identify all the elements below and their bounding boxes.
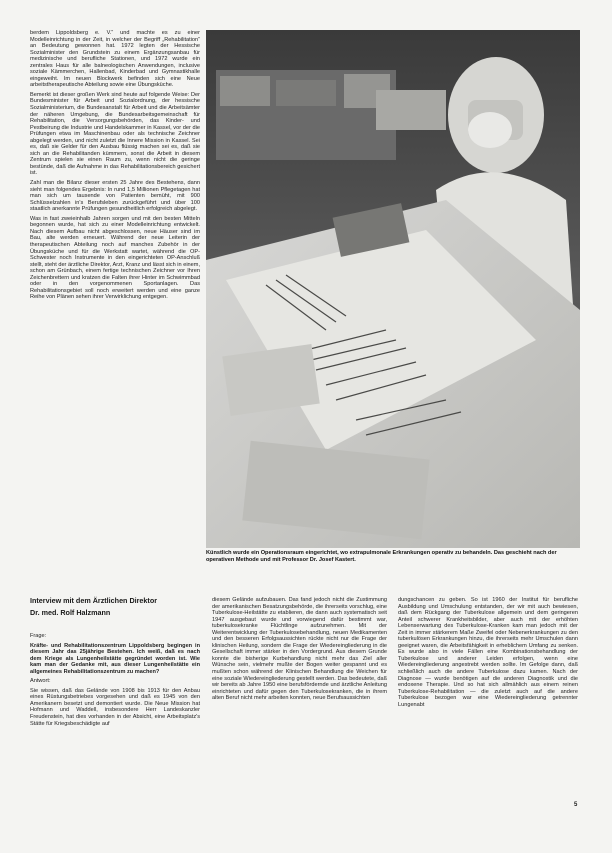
question-label: Frage:	[30, 633, 47, 639]
photo-caption: Künstlich wurde ein Operationsraum eingerichtet, wo extrapulmonale Erkrankungen operativ zu behandeln. Das geschieht nach der operativen Methode und mit Professor Dr. Josef Kastert.	[206, 550, 557, 563]
interview-subtitle: Dr. med. Rolf Halzmann	[30, 608, 111, 617]
photo-illustration	[206, 30, 580, 548]
paragraph: berdem Lippoldsberg e. V.“ und machte es zu einer Modelleinrichtung in der Zeit, in welcher der Begriff „Rehabilitation“ an Bedeutung gewonnen hat. 1972 legten der Hessische Sozialminister den Grundstein zu einem Ergänzungsanbau für medizinische und berufliche Stationen, und 1972 wurde ein zentrales Haus für alle balneologischen Anwendungen, inclusive soziale Kämmerchen, Hallenbad, Kinderbad und Gymnastikhalle eingeweiht. Im neuen Blockwerk befinden sich eine Neue arbeitstherapeutische Abteilung sowie eine Übungsküche.	[30, 30, 200, 89]
paragraph: Bemerkt ist dieser großen Werk sind heute auf folgende Weise: Der Bundesminister für Arbeit und Sozialordnung, der hessische Sozialministerium, die Bundesanstalt für Arbeit und die Arbeitsämter der näheren Umgebung, die Bundesarbeitsgemeinschaft für Rehabilitation, die Versorgungsbehörden, das Kinder- und Pestbeirung die Industrie und Handelskammer in Kassel, vor der die Prüfungen etwa im Maschinenbau oder als technische Zeichner abgelegt werden, und nicht zuletzt die Innere Mission in Kassel. Sei es, daß sie Gelder für den Ausbau flüssig machen sei es, daß sie sich an die Rehabilitanden kümmern, sonst die Arbeit in diesem Zentrum spielen sie einen Raum zu, wenn nicht die geringe bestünde, daß die Aufnahme in das Rehabilitationsbereich gesichert ist.	[30, 91, 200, 177]
answer-label: Antwort:	[30, 678, 51, 685]
answer-text-right: dungschancen zu geben. So ist 1960 der Institut für berufliche Ausbildung und Umschulung entstanden, der wir mit auch bewiesen, daß dem Rückgang der Tuberkulose allgemein und dem geringeren Anteil schwerer Krankheitsbilder, aber auch mit der erhöhten Lebenserwartung des Tuberkulose-Kranken kam man jedoch mit der Zeit in immer stärkerem Maße Zweifel oder Nebenerkrankungen zu den tuberkulösen Erkrankungen hinzu, die ihrerseits mehr Umschulen dann geeignet waren, die Arbeitsfähigkeit in erheblichem Umfang zu senken. Es wurde also in viele Fällen eine Kombinationsbehandlung der Tuberkulose und anderer Leiden erfolgen, wenn eine Wiedereingliederung angestrebt werden sollte. Im Gefolge dann, daß schließlich auch die andere Tuberkulose dazu kamen. Nach der Diagnose — wurde benötigen auf die anderen Diagnostik und die endoxene Therapie. Und so hat sich allmählich aus einem reinen Tuberkulose-Rehabilitation — die zuletzt auch auf die andere Tuberkulose bezogen war eine Wiedereingliederung getrennter Lungenabt	[398, 597, 578, 708]
answer-text-middle: diesem Gelände aufzubauen. Das fand jedoch nicht die Zustimmung der amerikanischen Besatzungsbehörde, die ihrerseits vorschlug, eine Tuberkulose-Heilstätte zu etablieren, die dann auch systematisch seit 1947 ausgebaut wurde und vorwiegend dafür bestimmt war, tuberkulosekranke Flüchtlinge aufzunehmen. Mit der Weiterentwicklung der Tuberkulosebehandlung, neuen Medikamenten und den besseren Erfolgsaussichten rückte nicht nur die Frage der klinischen Heilung, sondern die Frage der Wiedereingliederung in die Gesellschaft immer stärker in den Vordergrund. Aus diesem Grunde konnte die bisherige Kurbehandlung nicht mehr das Ziel aller Wünsche sein, vielmehr mußte der Bogen weiter gespannt und es mußten schon während der Klinischen Behandlung die Weichen für eine soziale Wiedereingliederung gestellt werden. Das bedeutete, daß wir bereits ab Jahre 1950 eine berufsfördernde und ärztliche Anleitung einrichteten und dafür gegen den Tuberkulosekranken, die in ihrem alten Beruf nicht mehr arbeiten konnten, neue Berufsaussichten	[212, 597, 387, 702]
answer-text-left: Sie wissen, daß das Gelände von 1908 bis 1913 für den Anbau eines Rüstungsbetriebes vorgesehen und daß es 1945 von den Amerikanern besetzt und demontiert wurde. Die Neue Mission hat Hofmann und Waddell, insbesondere Herr Landeskanzler Freudenstein, hat dies vorhanden in der Absicht, eine Arbeitsplatz's Stätte für Kriegsbeschädigte auf	[30, 687, 200, 727]
operating-room-photo	[206, 30, 580, 548]
interview-column-middle	[212, 597, 387, 705]
interview-column-right	[398, 597, 578, 711]
interview-column-left	[30, 633, 200, 730]
question-text: Kräfte- und Rehabilitationszentrum Lippoldsberg begingen in diesem Jahr das 25jährige Bestehen. Ich weiß, daß es nach dem Kriege als Lungenheilstätte gegründet worden ist. Wie kam man der Gedanke mit, aus dieser Lungenheilstätte ein allgemeines Rehabilitationszentrum zu machen?	[30, 642, 200, 675]
interview-title: Interview mit dem Ärztlichen Direktor	[30, 596, 158, 605]
article-column-top-left	[30, 30, 200, 304]
interview-heading	[30, 595, 205, 619]
page-number: 5	[574, 802, 578, 808]
paragraph: Zahl man die Bilanz dieser ersten 25 Jahre des Bestehens, dann sieht man folgendes Ergebnis: In rund 1,5 Millionen Pflegetagen hat man sich um tausende von Patienten bemüht, mit 900 Schlüsselzahlen in's Berufsleben zurückgeführt und über 100 staatlich anerkannte Prüfungen gesundheitlich erfolgreich abgelegt.	[30, 180, 200, 213]
paragraph: Was in fast zweieinhalb Jahren sorgen und mit den besten Mitteln begonnen wurde, hat sich zu einer Modelleinrichtung entwickelt. Nach diesem Aufbau nicht abgeschlossen, neue Häuser sind im Bau, alte werden erneuert. Während der neue Leiterin der therapeutischen Abteilung noch auf manches Zubehör in der Übungsküche und für die Werkstatt wartet, während die OP-Schwester noch Instrumente in den eingerichteten OP-Anschluß stellt, steht der ärztliche Direktor, Arzt, Kranz und lässt sich in einem, schon am Grünbach, einem fertige technischen Zeichner vor Ihren Zeichenbrettern und kratzen die Falten ihrer Hinter im Schwimmbad oder in den vorgenommenen Sportanlagen. Das Rehabilitationsgebiet soll noch erweitert werden und eine ganze Reihe von Plänen sehen ihrer Verwirklichung entgegen.	[30, 215, 200, 301]
